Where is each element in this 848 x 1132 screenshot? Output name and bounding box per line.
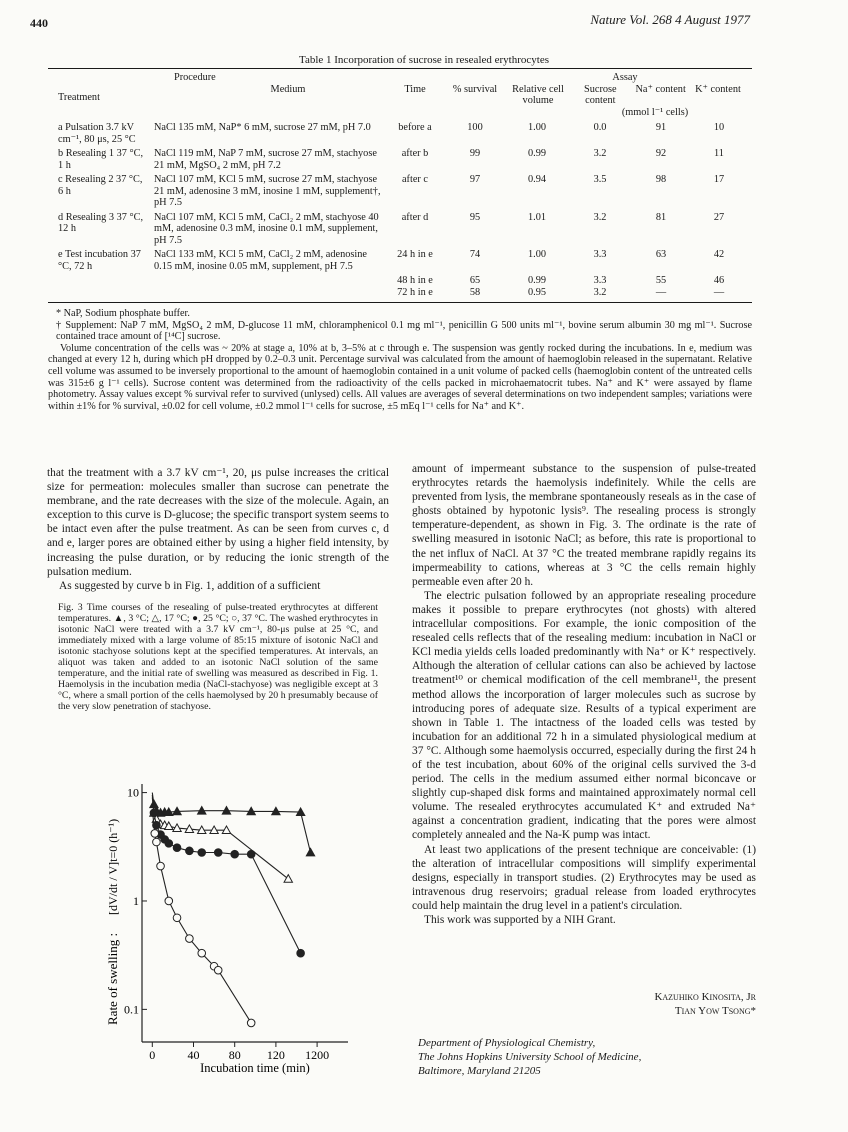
table-top-rule [48, 68, 752, 69]
x-tick-label: 120 [266, 1048, 285, 1062]
data-point [214, 849, 222, 857]
x-tick-label: 40 [187, 1048, 200, 1062]
x-tick-label: 0 [149, 1048, 156, 1062]
table-row [56, 287, 746, 299]
data-point [247, 850, 255, 858]
table-row [56, 122, 746, 148]
header-procedure-medium [152, 72, 384, 118]
cell-k: 17 [713, 174, 725, 185]
cell-sucrose: 3.2 [593, 211, 607, 223]
footnote-body: Volume concentration of the cells was ~ 20% at stage a, 10% at b, 3–5% at c through e. The suspension was gently rocked during the incubations. In e, medium was changed at every 12 h, during which pH dropped by 0.2–0.3 unit. Percentage survival was calculated from the amount of haemoglobin released in the supernatant. Relative cell volume was assumed to be inversely proportional to the amount of haemoglobin contained in a unit volume of packed cells (haemoglobin content of the untreated cells was 315±6 g l⁻¹ cells). Sucrose content was determined from the radioactivity of the cells packed in microhaematocrit tubes. Na⁺ and K⁺ were assayed by flame photometry. Assay values except % survival refer to survived (unlysed) cells. All values are averages of several determinations on two independent samples; variations were within ±1% for % survival, ±0.02 for cell volume, ±0.2 mmol l⁻¹ cells for sucrose, ±5 mEq l⁻¹ cells for Na⁺ and K⁺. [48, 342, 752, 412]
data-point [165, 897, 173, 905]
figure-caption: Fig. 3 Time courses of the resealing of pulse-treated erythrocytes at different temperatures. ▲, 3 °C; △, 17 °C; ●, 25 °C; ○, 37 °C. The washed erythrocytes in isotonic NaCl were treated with a 3.7 kV cm⁻¹, 80-μs pulse at 25 °C, and immediately mixed with a large volume of 85:15 mixture of isotonic NaCl and isotonic stachyose solutions kept at the specified temperatures. At intervals, an aliquot was taken and added to an isotonic NaCl solution of the same temperature, and the initial rate of swelling was measured as described in Fig. 1. Haemolysis in the incubation media (NaCl-stachyose) was negligible except at 3 °C, where a small portion of the cells haemolysed by 20 h presumably because of the very slow penetration of stachyose. [58, 602, 378, 712]
author-1: Kazuhiko Kinosita, Jr [654, 991, 756, 1003]
journal-header: Nature Vol. 268 4 August 1977 [590, 12, 750, 27]
cell-na: 81 [655, 211, 667, 223]
cell-treatment [56, 275, 152, 287]
cell-na: 98 [655, 174, 667, 185]
table-row [56, 212, 746, 250]
header-na: Na⁺ content [635, 83, 686, 95]
cell-medium [152, 287, 384, 299]
data-point [306, 848, 314, 856]
right-paragraph-2: The electric pulsation followed by an appropriate resealing procedure makes it possible to prepare erythrocytes (not ghosts) with altered intracellular compositions. For example, the ionic composition of the resealed cells reflects that of the resealing medium: incubation in NaCl or KCl media yields cells loaded predominantly with Na⁺ or K⁺ respectively. Although the alteration of cellular cations can also be achieved by lactose treatment¹⁰ or chemical modification of the cell membrane¹¹, the present method allows the incorporation of larger molecules such as sucrose by introducing pores of adequate size. Results of a typical experiment are shown in Table 1. The intactness of the loaded cells was tested by incubation for an additional 72 h in a simulated physiological medium at 37 °C. Although some haemolysis occurred, especially during the first 24 h of the test incubation, about 60% of the original cells survived the 3-d period. The cells in the medium assumed either normal biconcave or slightly cup-shaped disk forms and maintained approximately normal cell volume. The resealed erythrocytes accumulated K⁺ and extruded Na⁺ against a concentration gradient, indicating that the pores were almost completely annealed and the Na-K pump was intact. [412, 589, 756, 842]
author-2: Tian Yow Tsong* [674, 1005, 756, 1017]
cell-medium: NaCl 107 mM, KCl 5 mM, sucrose 27 mM, stachyose 21 mM, adenosine 3 mM, inosine 1 mM, supplement†, pH 7.5 [154, 174, 381, 208]
cell-medium [152, 275, 384, 287]
series-curve [152, 793, 310, 853]
affiliation-line-2: The Johns Hopkins University School of Medicine, [418, 1051, 642, 1063]
data-point [198, 949, 206, 957]
left-paragraph-1: that the treatment with a 3.7 kV cm⁻¹, 20, μs pulse increases the critical size for permeation: molecules smaller than sucrose can penetrate the membrane, and the rate decreases with the size of the molecule. Again, an exception to this curve is D-glucose; the specific transport system seems to be intact even after the pulse treatment. As can be seen from curves c, d and e, larger pores are obtained either by using a higher field intensity, by increasing the pulse duration, or by reducing the ionic strength of the pulsation medium. [47, 467, 389, 578]
data-point [231, 850, 239, 858]
cell-time: after b [401, 148, 429, 159]
cell-k: 46 [713, 275, 725, 286]
plot-area [124, 784, 348, 1062]
data-point [165, 840, 173, 848]
data-point [198, 849, 206, 857]
series-curve [152, 798, 300, 954]
data-point [186, 847, 194, 855]
cell-volume: 1.00 [527, 122, 547, 133]
header-survival: % survival [452, 84, 498, 95]
left-column [47, 466, 389, 593]
cell-k: — [713, 286, 725, 298]
data-point [153, 838, 161, 846]
header-time: Time [404, 84, 426, 95]
header-relative-volume: Relative cell volume [512, 83, 564, 106]
table-row [56, 148, 746, 174]
cell-medium: NaCl 119 mM, NaP 7 mM, sucrose 27 mM, stachyose 21 mM, MgSO₄ 2 mM, pH 7.2 [154, 148, 377, 171]
data-point [297, 949, 305, 957]
cell-treatment: c Resealing 2 37 °C, 6 h [58, 174, 143, 197]
cell-time: 24 h in e [397, 249, 433, 260]
right-paragraph-4: This work was supported by a NIH Grant. [424, 914, 616, 926]
y-axis-expression: [dV/dt / V]t=0 (h⁻¹) [106, 818, 120, 915]
right-paragraph-1: amount of impermeant substance to the suspension of pulse-treated erythrocytes retards the haemolysis indefinitely. While the cells are prevented from lysis, the membrane spontaneously reseals as in the case of ghosts obtained by hypotonic lysis⁹. The resealing process is strongly temperature-dependent, as shown in Fig. 3. The ordinate is the rate of swelling measured in isotonic NaCl; as before, this rate is proportional to the net influx of NaCl. At 37 °C the treated membrane rapidly regains its impermeability to cations, whereas at 3 °C the cells remain highly permeable even after 20 h. [412, 463, 756, 588]
y-tick-label: 10 [127, 785, 139, 800]
data-point [214, 966, 222, 974]
data-point [173, 914, 181, 922]
cell-volume: 1.01 [527, 211, 547, 223]
cell-time: before a [398, 122, 432, 133]
cell-medium: NaCl 107 mM, KCl 5 mM, CaCl₂ 2 mM, stachyose 40 mM, adenosine 0.3 mM, inosine 0.1 mM, supplement, pH 7.5 [154, 211, 379, 246]
affiliation-line-1: Department of Physiological Chemistry, [418, 1037, 596, 1049]
cell-na: 91 [655, 122, 667, 133]
table-row [56, 275, 746, 287]
cell-time: after d [401, 211, 429, 223]
cell-time: 72 h in e [397, 286, 433, 298]
footnote-star: * NaP, Sodium phosphate buffer. [56, 308, 190, 319]
right-column [412, 462, 756, 927]
right-paragraph-3: At least two applications of the present technique are conceivable: (1) the alteration of intracellular compositions will simplify experimental designs, especially in transport studies. (2) Erythrocytes may be used as intravenous drug reservoirs; gradual release from loaded erythrocytes could help maintain the drug level in a patient's circulation. [412, 843, 756, 912]
x-axis-label: Incubation time (min) [200, 1061, 310, 1075]
data-point [284, 875, 292, 883]
series-curve [152, 795, 288, 879]
cell-medium: NaCl 135 mM, NaP* 6 mM, sucrose 27 mM, pH 7.0 [154, 122, 371, 133]
table-row [56, 249, 746, 275]
cell-sucrose: 3.3 [593, 249, 607, 260]
x-tick-label: 80 [228, 1048, 241, 1062]
cell-na: 63 [655, 249, 667, 260]
cell-volume: 1.00 [527, 249, 547, 260]
left-paragraph-2: As suggested by curve b in Fig. 1, addition of a sufficient [59, 579, 321, 592]
cell-na: 55 [655, 275, 667, 286]
cell-volume: 0.95 [527, 286, 547, 298]
table-footnotes [48, 308, 752, 412]
data-point [150, 809, 158, 817]
cell-sucrose: 3.2 [593, 286, 607, 298]
cell-survival: 74 [469, 249, 481, 260]
data-point [151, 830, 159, 838]
cell-na: 92 [655, 148, 667, 159]
cell-k: 42 [713, 249, 725, 260]
cell-time: after c [401, 174, 428, 185]
table-bottom-rule [48, 302, 752, 303]
header-units: (mmol l⁻¹ cells) [621, 106, 689, 118]
cell-survival: 65 [469, 275, 481, 286]
page-number: 440 [30, 16, 48, 30]
cell-volume: 0.94 [527, 174, 547, 185]
header-assay: Assay [612, 72, 638, 83]
cell-treatment: e Test incubation 37 °C, 72 h [58, 249, 141, 272]
cell-treatment: b Resealing 1 37 °C, 1 h [58, 148, 144, 171]
x-tick-label: 1200 [305, 1048, 330, 1062]
authors [654, 990, 756, 1018]
cell-treatment: d Resealing 3 37 °C, 12 h [58, 211, 144, 234]
cell-treatment [56, 287, 152, 299]
cell-survival: 99 [469, 148, 481, 159]
affiliation-line-3: Baltimore, Maryland 21205 [418, 1065, 541, 1077]
header-k: K⁺ content [695, 83, 741, 95]
cell-k: 11 [714, 148, 724, 159]
table-body [56, 122, 746, 298]
cell-sucrose: 0.0 [593, 122, 607, 133]
footnote-dagger: † Supplement: NaP 7 mM, MgSO₄ 2 mM, D-glucose 11 mM, chloramphenicol 0.1 mg ml⁻¹, penicillin G 500 units ml⁻¹, bovine serum albumin 30 mg ml⁻¹. Sucrose contained trace amount of [¹⁴C] sucrose. [56, 319, 752, 343]
cell-volume: 0.99 [527, 148, 547, 159]
y-axis-label: Rate of swelling : [105, 932, 120, 1025]
cell-survival: 95 [469, 211, 481, 223]
cell-survival: 58 [469, 286, 481, 298]
y-tick-label: 1 [133, 893, 139, 908]
header-assay-group [504, 72, 746, 118]
header-medium: Medium [270, 83, 306, 95]
cell-k: 27 [713, 211, 725, 223]
figure-3-chart [90, 770, 390, 1080]
data-point [247, 1019, 255, 1027]
cell-survival: 100 [467, 122, 483, 133]
cell-time: 48 h in e [397, 275, 433, 286]
cell-treatment: a Pulsation 3.7 kV cm⁻¹, 80 μs, 25 °C [58, 122, 136, 145]
cell-volume: 0.99 [527, 275, 547, 286]
cell-na: — [655, 286, 667, 298]
cell-sucrose: 3.5 [593, 174, 607, 185]
cell-survival: 97 [469, 174, 481, 185]
cell-sucrose: 3.3 [593, 275, 607, 286]
affiliation [418, 1036, 641, 1078]
cell-medium: NaCl 133 mM, KCl 5 mM, CaCl₂ 2 mM, adenosine 0.15 mM, inosine 0.05 mM, supplement, pH 7.5 [154, 249, 367, 272]
header-procedure: Procedure [174, 72, 216, 83]
data-point [186, 935, 194, 943]
data-table [56, 72, 746, 298]
cell-k: 10 [713, 122, 725, 133]
table-row [56, 174, 746, 212]
table-title: Table 1 Incorporation of sucrose in resealed erythrocytes [299, 54, 549, 66]
header-treatment: Treatment [58, 92, 100, 103]
cell-sucrose: 3.2 [593, 148, 607, 159]
data-point [173, 844, 181, 852]
data-point [157, 862, 165, 870]
table-header-row [56, 72, 746, 118]
header-sucrose: Sucrose content [584, 83, 617, 106]
y-tick-label: 0.1 [124, 1002, 139, 1017]
